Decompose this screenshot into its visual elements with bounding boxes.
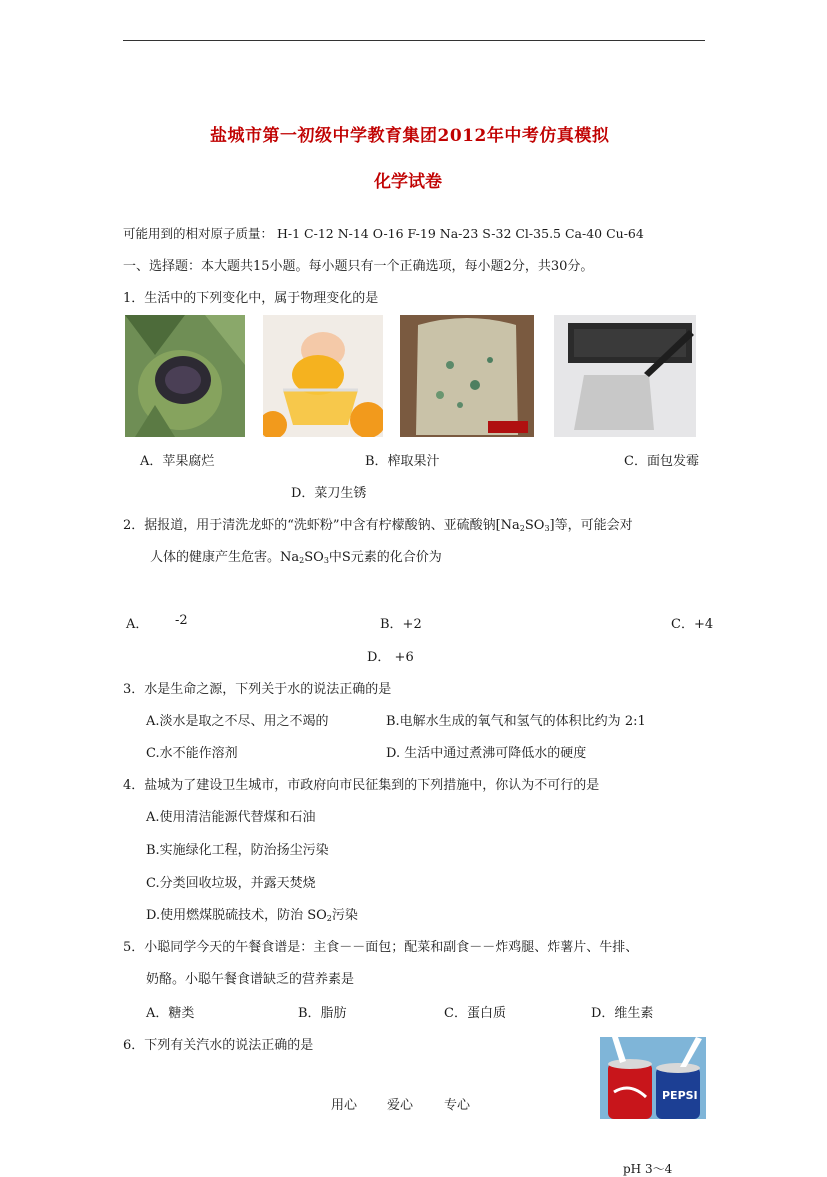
q1-option-b: B．榨取果汁 [365,454,440,469]
q2-line2-mid: SO [304,550,324,565]
q5-stem-line2: 奶酪。小聪午餐食谱缺乏的营养素是 [146,972,355,987]
q2-option-a-value: -2 [175,613,188,628]
q3-option-a: A.淡水是取之不尽、用之不竭的 [146,714,329,729]
q2-option-d: D． +6 [367,650,414,665]
q2-line1-post: ]等，可能会对 [549,518,633,533]
pepsi-label: PEPSI [662,1089,698,1102]
q2-option-a-label: A． [126,617,149,632]
section-heading: 一、选择题：本大题共15小题。每小题只有一个正确选项，每小题2分，共30分。 [123,259,594,274]
rotten-apple-image [125,315,245,437]
kitchen-knife-image [554,315,696,437]
q2-line1-mid: SO [524,518,545,533]
footer-text-3: 专心 [444,1098,471,1113]
q2-line2-sub1: 2 [299,556,305,565]
q4-option-a: A.使用清洁能源代替煤和石油 [146,810,316,825]
q2-stem-line2 [150,546,442,565]
q1-option-a: A．苹果腐烂 [140,454,215,469]
q2-line2-pre: 人体的健康产生危害。Na [150,550,300,565]
q2-option-b: B．+2 [380,617,422,632]
q5-option-c: C．蛋白质 [444,1006,506,1021]
header-rule [123,40,705,41]
q5-option-a: A．糖类 [146,1006,195,1021]
page-title: 盐城市第一初级中学教育集团2012年中考仿真模拟 [210,126,610,146]
q6-stem: 6．下列有关汽水的说法正确的是 [123,1038,314,1053]
q3-option-c: C.水不能作溶剂 [146,746,238,761]
q3-stem: 3．水是生命之源，下列关于水的说法正确的是 [123,682,392,697]
q1-stem: 1．生活中的下列变化中，属于物理变化的是 [123,291,379,306]
q2-line2-sub2: 3 [323,556,329,565]
q4-stem: 4．盐城为了建设卫生城市，市政府向市民征集到的下列措施中，你认为不可行的是 [123,778,600,793]
moldy-bread-image [400,315,534,437]
q5-option-b: B．脂肪 [298,1006,347,1021]
q1-option-d: D．菜刀生锈 [291,486,367,501]
q2-option-c: C．+4 [671,617,714,632]
q4-d-post: 污染 [331,908,358,923]
q4-option-c: C.分类回收垃圾，并露天焚烧 [146,876,316,891]
q2-stem-line1 [123,514,633,533]
juicer-image [263,315,383,437]
soda-cans-image [600,1037,706,1119]
q2-line1-sub1: 2 [519,524,525,533]
q2-line1-sub2: 3 [544,524,550,533]
atomic-masses: 可能用到的相对原子质量： H-1 C-12 N-14 O-16 F-19 Na-23 S-32 Cl-35.5 Ca-40 Cu-64 [123,226,644,241]
q4-option-d [146,904,358,923]
q1-option-c: C．面包发霉 [624,454,699,469]
page-subtitle: 化学试卷 [374,172,442,192]
ph-label: pH 3～4 [623,1162,673,1176]
footer-text-2: 爱心 [387,1098,414,1113]
q3-option-b: B.电解水生成的氧气和氢气的体积比约为 2:1 [386,714,646,729]
q3-option-d: D. 生活中通过煮沸可降低水的硬度 [386,746,587,761]
q4-d-pre: D.使用燃煤脱硫技术，防治 SO [146,908,327,923]
q5-stem-line1: 5．小聪同学今天的午餐食谱是：主食－－面包；配菜和副食－－炸鸡腿、炸薯片、牛排、 [123,940,639,955]
q4-option-b: B.实施绿化工程，防治扬尘污染 [146,843,329,858]
q2-line2-post: 中S元素的化合价为 [328,550,442,565]
footer-text-1: 用心 [331,1098,358,1113]
q4-d-sub: 2 [326,914,332,923]
q5-option-d: D．维生素 [591,1006,654,1021]
q2-line1-pre: 2．据报道，用于清洗龙虾的“洗虾粉”中含有柠檬酸钠、亚硫酸钠[Na [123,518,520,533]
